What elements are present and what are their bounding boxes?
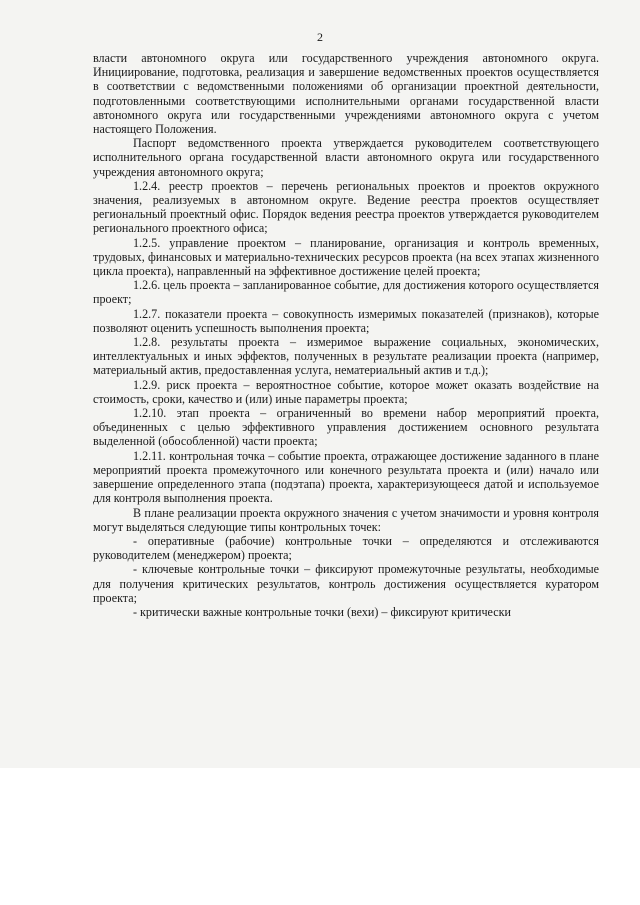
paragraph: 1.2.11. контрольная точка – событие проекта, отражающее достижение заданного в плане мероприятий проекта промежуточного или конечного результата проекта и (или) начало или завершение определенного этапа (подэтапа) проекта, характеризующееся датой и используемое для контроля выполнения проекта. [93, 448, 599, 506]
list-item: - ключевые контрольные точки – фиксируют промежуточные результаты, необходимые для получения критических результатов, контроль достижения осуществляется куратором проекта; [93, 562, 599, 605]
paragraph: 1.2.7. показатели проекта – совокупность измеримых показателей (признаков), которые позволяют оценить успешность выполнения проекта; [93, 306, 599, 335]
list-item: - оперативные (рабочие) контрольные точки – определяются и отслеживаются руководителем (менеджером) проекта; [93, 533, 599, 563]
document-body [93, 51, 599, 619]
page-number: 2 [317, 30, 323, 44]
paragraph: В плане реализации проекта окружного значения с учетом значимости и уровня контроля могут выделяться следующие типы контрольных точек: [93, 505, 599, 534]
paragraph: Паспорт ведомственного проекта утверждается руководителем соответствующего исполнительного органа государственной власти автономного округа или государственного учреждения автономного округа; [93, 136, 599, 179]
paragraph: 1.2.8. результаты проекта – измеримое выражение социальных, экономических, интеллектуальных и иных эффектов, полученных в результате реализации проекта (например, материальный актив, предоставленная услуга, нематериальный актив и т.д.); [93, 335, 599, 378]
paragraph: власти автономного округа или государственного учреждения автономного округа. Инициирование, подготовка, реализация и завершение ведомственных проектов осуществляется в соответствии с ведомственными положениями об организации проектной деятельности, подготовленными соответствующими исполнительными органами государственной власти автономного округа или государственными учреждениями автономного округа с учетом настоящего Положения. [93, 51, 599, 137]
paragraph: 1.2.5. управление проектом – планирование, организация и контроль временных, трудовых, финансовых и материально-технических ресурсов проекта (на всех этапах жизненного цикла проекта), направленный на эффективное достижение целей проекта; [93, 235, 599, 279]
paragraph: 1.2.9. риск проекта – вероятностное событие, которое может оказать воздействие на стоимость, сроки, качество и (или) иные параметры проекта; [93, 377, 599, 406]
paragraph: 1.2.4. реестр проектов – перечень региональных проектов и проектов окружного значения, реализуемых в автономном округе. Ведение реестра проектов осуществляет региональный проектный офис. Порядок ведения реестра проектов утверждается руководителем регионального проектного офиса; [93, 178, 599, 236]
blank-area [0, 768, 640, 905]
list-item: - критически важные контрольные точки (вехи) – фиксируют критически [133, 604, 511, 619]
paragraph: 1.2.6. цель проекта – запланированное событие, для достижения которого осуществляется проект; [93, 278, 599, 307]
paragraph: 1.2.10. этап проекта – ограниченный во времени набор мероприятий проекта, объединенных с целью эффективного управления достижением основного результата выделенной (обособленной) части проекта; [93, 406, 599, 449]
